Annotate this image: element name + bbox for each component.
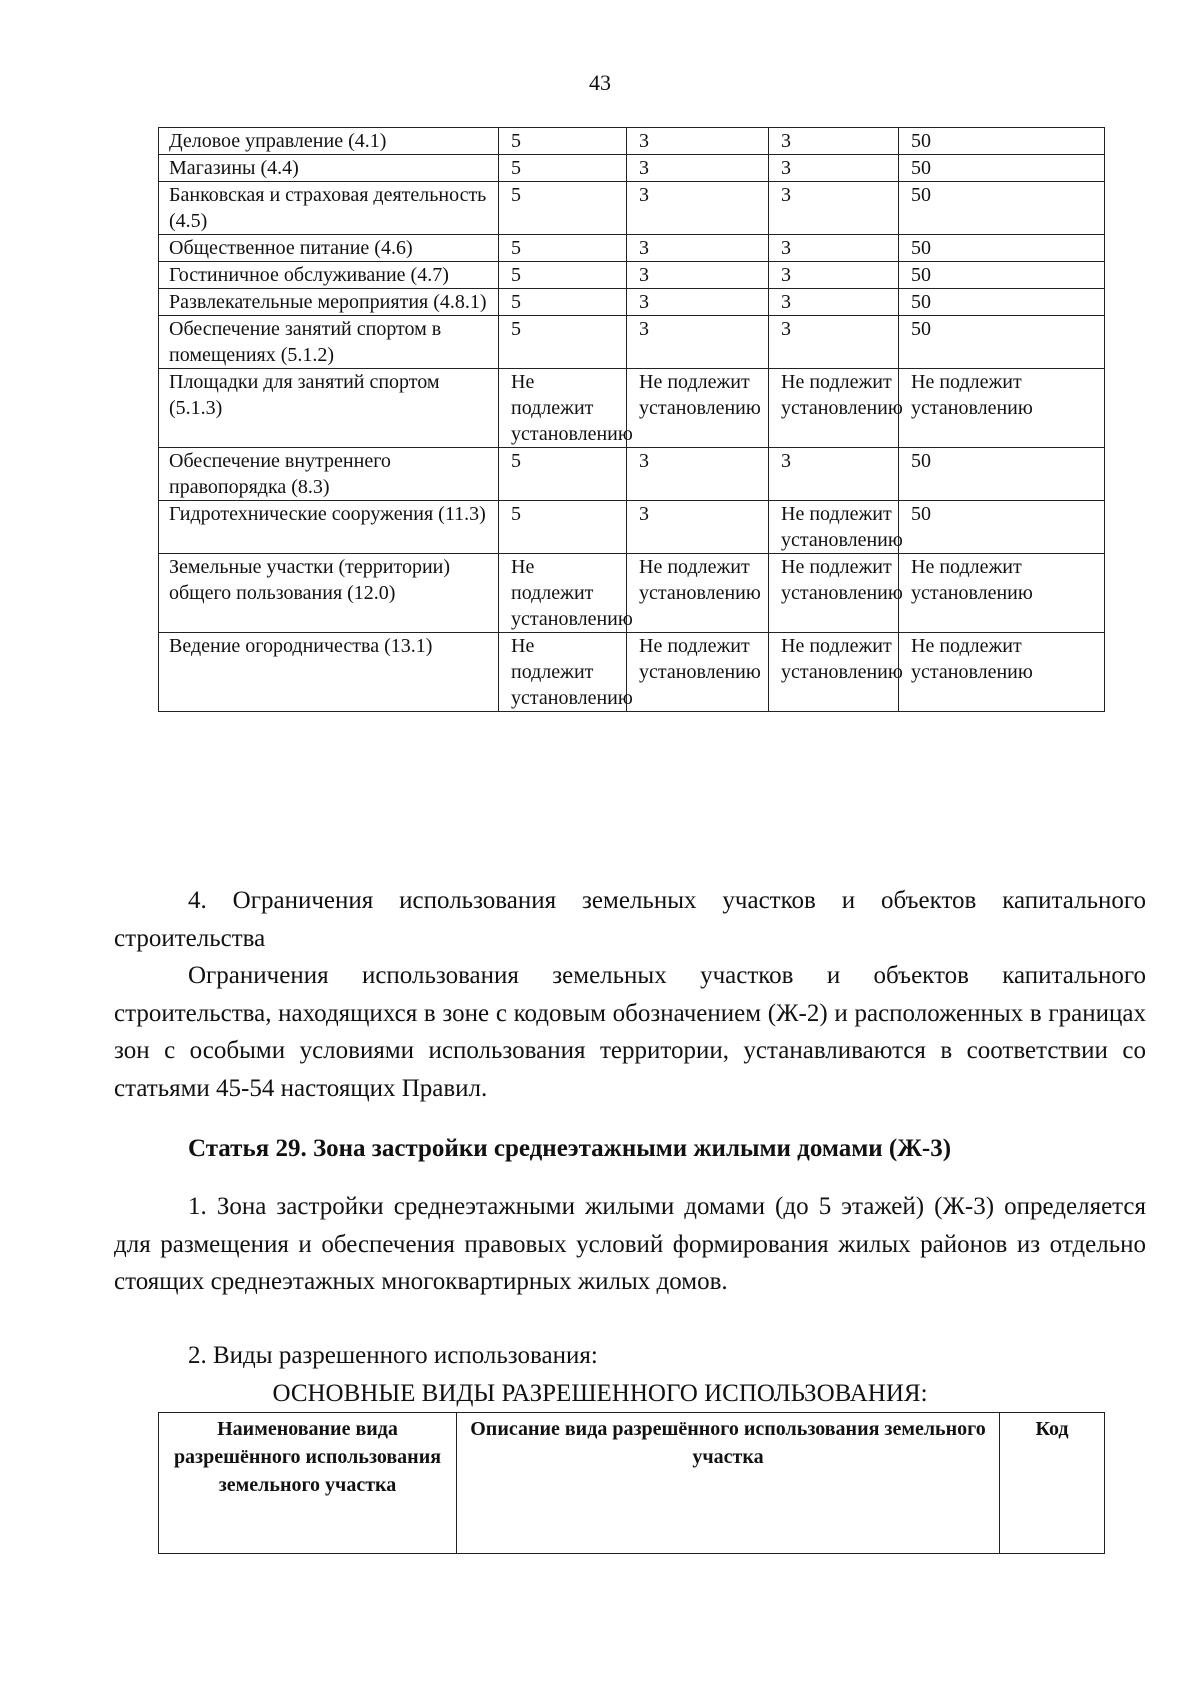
- value-cell-3: 3: [769, 128, 899, 155]
- value-cell-1: 5: [499, 235, 627, 262]
- value-cell-1: Не подлежит установлению: [499, 554, 627, 633]
- value-cell-2: 3: [627, 155, 769, 182]
- value-cell-4: 50: [899, 235, 1105, 262]
- value-cell-2: 3: [627, 128, 769, 155]
- value-cell-1: 5: [499, 262, 627, 289]
- use-name-cell: Ведение огородничества (13.1): [159, 633, 499, 712]
- use-name-cell: Банковская и страховая деятельность (4.5): [159, 182, 499, 235]
- value-cell-3: 3: [769, 316, 899, 369]
- value-cell-4: 50: [899, 262, 1105, 289]
- value-cell-1: 5: [499, 155, 627, 182]
- header-code: Код: [1000, 1413, 1105, 1554]
- value-cell-2: 3: [627, 448, 769, 501]
- clause-2-text: 2. Виды разрешенного использования:: [188, 1342, 598, 1369]
- value-cell-2: Не подлежит установлению: [627, 554, 769, 633]
- use-name-cell: Обеспечение занятий спортом в помещениях (5.1.2): [159, 316, 499, 369]
- section-4-text: Ограничения использования земельных участков и объектов капитального строительства, находящихся в зоне с кодовым обозначением (Ж-2) и расположенных в границах зон с особыми условиями использования территории, устанавливаются в соответствии со статьями 45-54 настоящих Правил.: [114, 962, 1146, 1102]
- table-row: [159, 155, 1105, 182]
- value-cell-3: Не подлежит установлению: [769, 554, 899, 633]
- value-cell-1: 5: [499, 316, 627, 369]
- value-cell-4: Не подлежит установлению: [899, 369, 1105, 448]
- value-cell-2: Не подлежит установлению: [627, 369, 769, 448]
- table-row: [159, 369, 1105, 448]
- value-cell-2: 3: [627, 235, 769, 262]
- value-cell-4: 50: [899, 316, 1105, 369]
- table-body: [159, 128, 1105, 712]
- value-cell-4: 50: [899, 501, 1105, 554]
- value-cell-1: 5: [499, 182, 627, 235]
- permitted-use-parameters-table: [158, 127, 1105, 712]
- use-name-cell: Гидротехнические сооружения (11.3): [159, 501, 499, 554]
- value-cell-1: 5: [499, 448, 627, 501]
- value-cell-1: Не подлежит установлению: [499, 633, 627, 712]
- value-cell-4: 50: [899, 448, 1105, 501]
- use-name-cell: Магазины (4.4): [159, 155, 499, 182]
- use-name-cell: Площадки для занятий спортом (5.1.3): [159, 369, 499, 448]
- use-name-cell: Обеспечение внутреннего правопорядка (8.3): [159, 448, 499, 501]
- value-cell-1: Не подлежит установлению: [499, 369, 627, 448]
- use-name-cell: Общественное питание (4.6): [159, 235, 499, 262]
- table-row: [159, 235, 1105, 262]
- value-cell-3: 3: [769, 235, 899, 262]
- table-row: [159, 554, 1105, 633]
- value-cell-3: 3: [769, 182, 899, 235]
- value-cell-4: Не подлежит установлению: [899, 554, 1105, 633]
- table-row: [159, 182, 1105, 235]
- article-heading: Статья 29. Зона застройки среднеэтажными жилыми домами (Ж-3): [188, 1135, 952, 1162]
- value-cell-3: 3: [769, 448, 899, 501]
- value-cell-2: 3: [627, 289, 769, 316]
- value-cell-4: 50: [899, 128, 1105, 155]
- page-number: 43: [589, 70, 611, 95]
- value-cell-4: 50: [899, 155, 1105, 182]
- value-cell-4: 50: [899, 289, 1105, 316]
- value-cell-2: Не подлежит установлению: [627, 633, 769, 712]
- table-row: [159, 633, 1105, 712]
- main-uses-table-header: [158, 1412, 1105, 1554]
- main-uses-title: ОСНОВНЫЕ ВИДЫ РАЗРЕШЕННОГО ИСПОЛЬЗОВАНИЯ:: [272, 1380, 928, 1407]
- section-4-title: 4. Ограничения использования земельных участков и объектов капитального строительства: [114, 887, 1146, 952]
- value-cell-1: 5: [499, 501, 627, 554]
- value-cell-3: 3: [769, 262, 899, 289]
- clause-1-text: 1. Зона застройки среднеэтажными жилыми домами (до 5 этажей) (Ж-3) определяется для размещения и обеспечения правовых условий формирования жилых районов из отдельно стоящих среднеэтажных многоквартирных жилых домов.: [114, 1193, 1146, 1295]
- table-row: [159, 316, 1105, 369]
- value-cell-2: 3: [627, 262, 769, 289]
- value-cell-1: 5: [499, 289, 627, 316]
- value-cell-4: 50: [899, 182, 1105, 235]
- table-row: [159, 448, 1105, 501]
- table-row: [159, 501, 1105, 554]
- value-cell-3: 3: [769, 155, 899, 182]
- value-cell-3: Не подлежит установлению: [769, 369, 899, 448]
- use-name-cell: Земельные участки (территории) общего пользования (12.0): [159, 554, 499, 633]
- value-cell-2: 3: [627, 182, 769, 235]
- value-cell-4: Не подлежит установлению: [899, 633, 1105, 712]
- use-name-cell: Развлекательные мероприятия (4.8.1): [159, 289, 499, 316]
- use-name-cell: Деловое управление (4.1): [159, 128, 499, 155]
- table-row: [159, 289, 1105, 316]
- table-row: [159, 262, 1105, 289]
- value-cell-2: 3: [627, 316, 769, 369]
- table-row: [159, 128, 1105, 155]
- use-name-cell: Гостиничное обслуживание (4.7): [159, 262, 499, 289]
- value-cell-1: 5: [499, 128, 627, 155]
- value-cell-3: Не подлежит установлению: [769, 501, 899, 554]
- value-cell-3: Не подлежит установлению: [769, 633, 899, 712]
- value-cell-2: 3: [627, 501, 769, 554]
- table-header-row: [159, 1413, 1105, 1554]
- header-use-name: Наименование вида разрешённого использования земельного участка: [159, 1413, 457, 1554]
- value-cell-3: 3: [769, 289, 899, 316]
- header-use-description: Описание вида разрешённого использования земельного участка: [457, 1413, 1000, 1554]
